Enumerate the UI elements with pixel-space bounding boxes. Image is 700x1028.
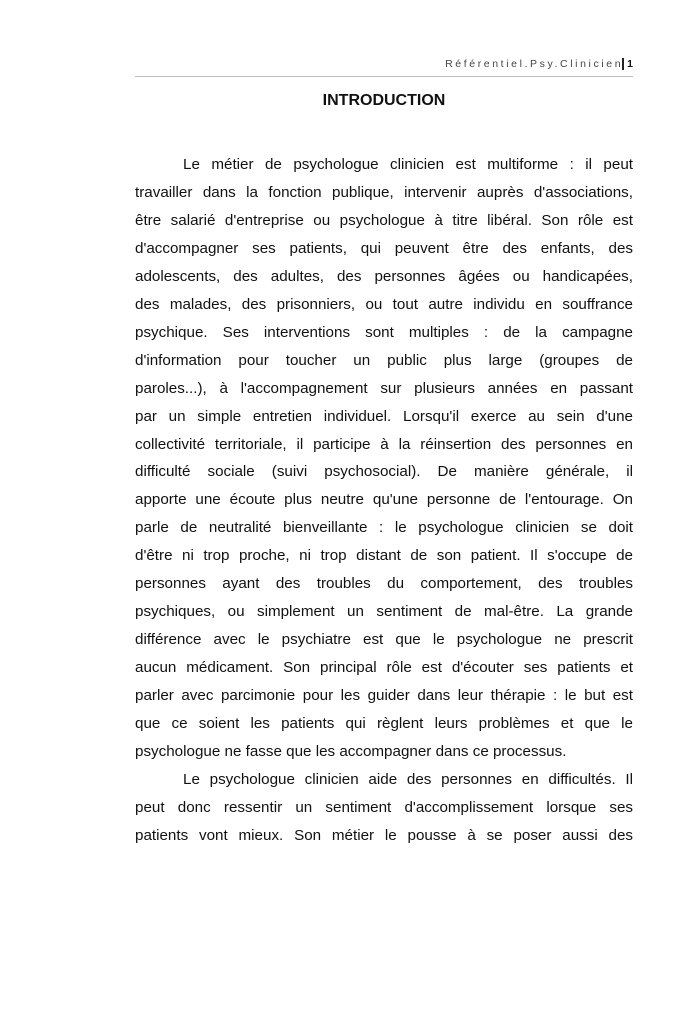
text-line: aucun médicament. Son principal rôle est d'écouter ses patients et [135, 659, 633, 677]
text-line: patients vont mieux. Son métier le pousse à se poser aussi des [135, 826, 633, 844]
text-line: parler avec parcimonie pour les guider dans leur thérapie : le but est [135, 687, 633, 705]
text-line: parle de neutralité bienveillante : le psychologue clinicien se doit [135, 519, 633, 537]
running-title: Référentiel.Psy.Clinicien [445, 58, 624, 70]
text-line: psychiques, ou simplement un sentiment de mal-être. La grande [135, 603, 633, 621]
text-line: d'information pour toucher un public plus large (groupes de [135, 351, 633, 369]
text-line: psychologue ne fasse que les accompagner dans ce processus. [135, 743, 567, 761]
page-number: 1 [622, 58, 633, 70]
text-line: d'accompagner ses patients, qui peuvent être des enfants, des [135, 239, 633, 257]
paragraph [135, 151, 633, 766]
text-line: Le métier de psychologue clinicien est multiforme : il peut [183, 156, 633, 173]
text-line: par un simple entretien individuel. Lorsqu'il exerce au sein d'une [135, 407, 633, 425]
text-line: que ce soient les patients qui règlent leurs problèmes et que le [135, 715, 633, 733]
text-line: être salarié d'entreprise ou psychologue à titre libéral. Son rôle est [135, 211, 633, 229]
paragraph [135, 766, 633, 850]
text-line: paroles...), à l'accompagnement sur plusieurs années en passant [135, 379, 633, 397]
text-line: apporte une écoute plus neutre qu'une personne de l'entourage. On [135, 491, 633, 509]
text-line: psychique. Ses interventions sont multiples : de la campagne [135, 323, 633, 341]
text-line: collectivité territoriale, il participe à la réinsertion des personnes en [135, 435, 633, 453]
text-line: difficulté sociale (suivi psychosocial). De manière générale, il [135, 463, 633, 481]
body-text [135, 151, 633, 850]
text-line: d'être ni trop proche, ni trop distant de son patient. Il s'occupe de [135, 547, 633, 565]
text-line: peut donc ressentir un sentiment d'accomplissement lorsque ses [135, 798, 633, 816]
text-line: personnes ayant des troubles du comportement, des troubles [135, 575, 633, 593]
running-header [135, 58, 633, 77]
text-line: Le psychologue clinicien aide des personnes en difficultés. Il [183, 770, 633, 788]
text-line: des malades, des prisonniers, ou tout autre individu en souffrance [135, 295, 633, 313]
text-line: adolescents, des adultes, des personnes âgées ou handicapées, [135, 267, 633, 285]
text-line: différence avec le psychiatre est que le psychologue ne prescrit [135, 631, 633, 649]
text-line: travailler dans la fonction publique, intervenir auprès d'associations, [135, 183, 633, 201]
section-heading: INTRODUCTION [322, 92, 446, 109]
